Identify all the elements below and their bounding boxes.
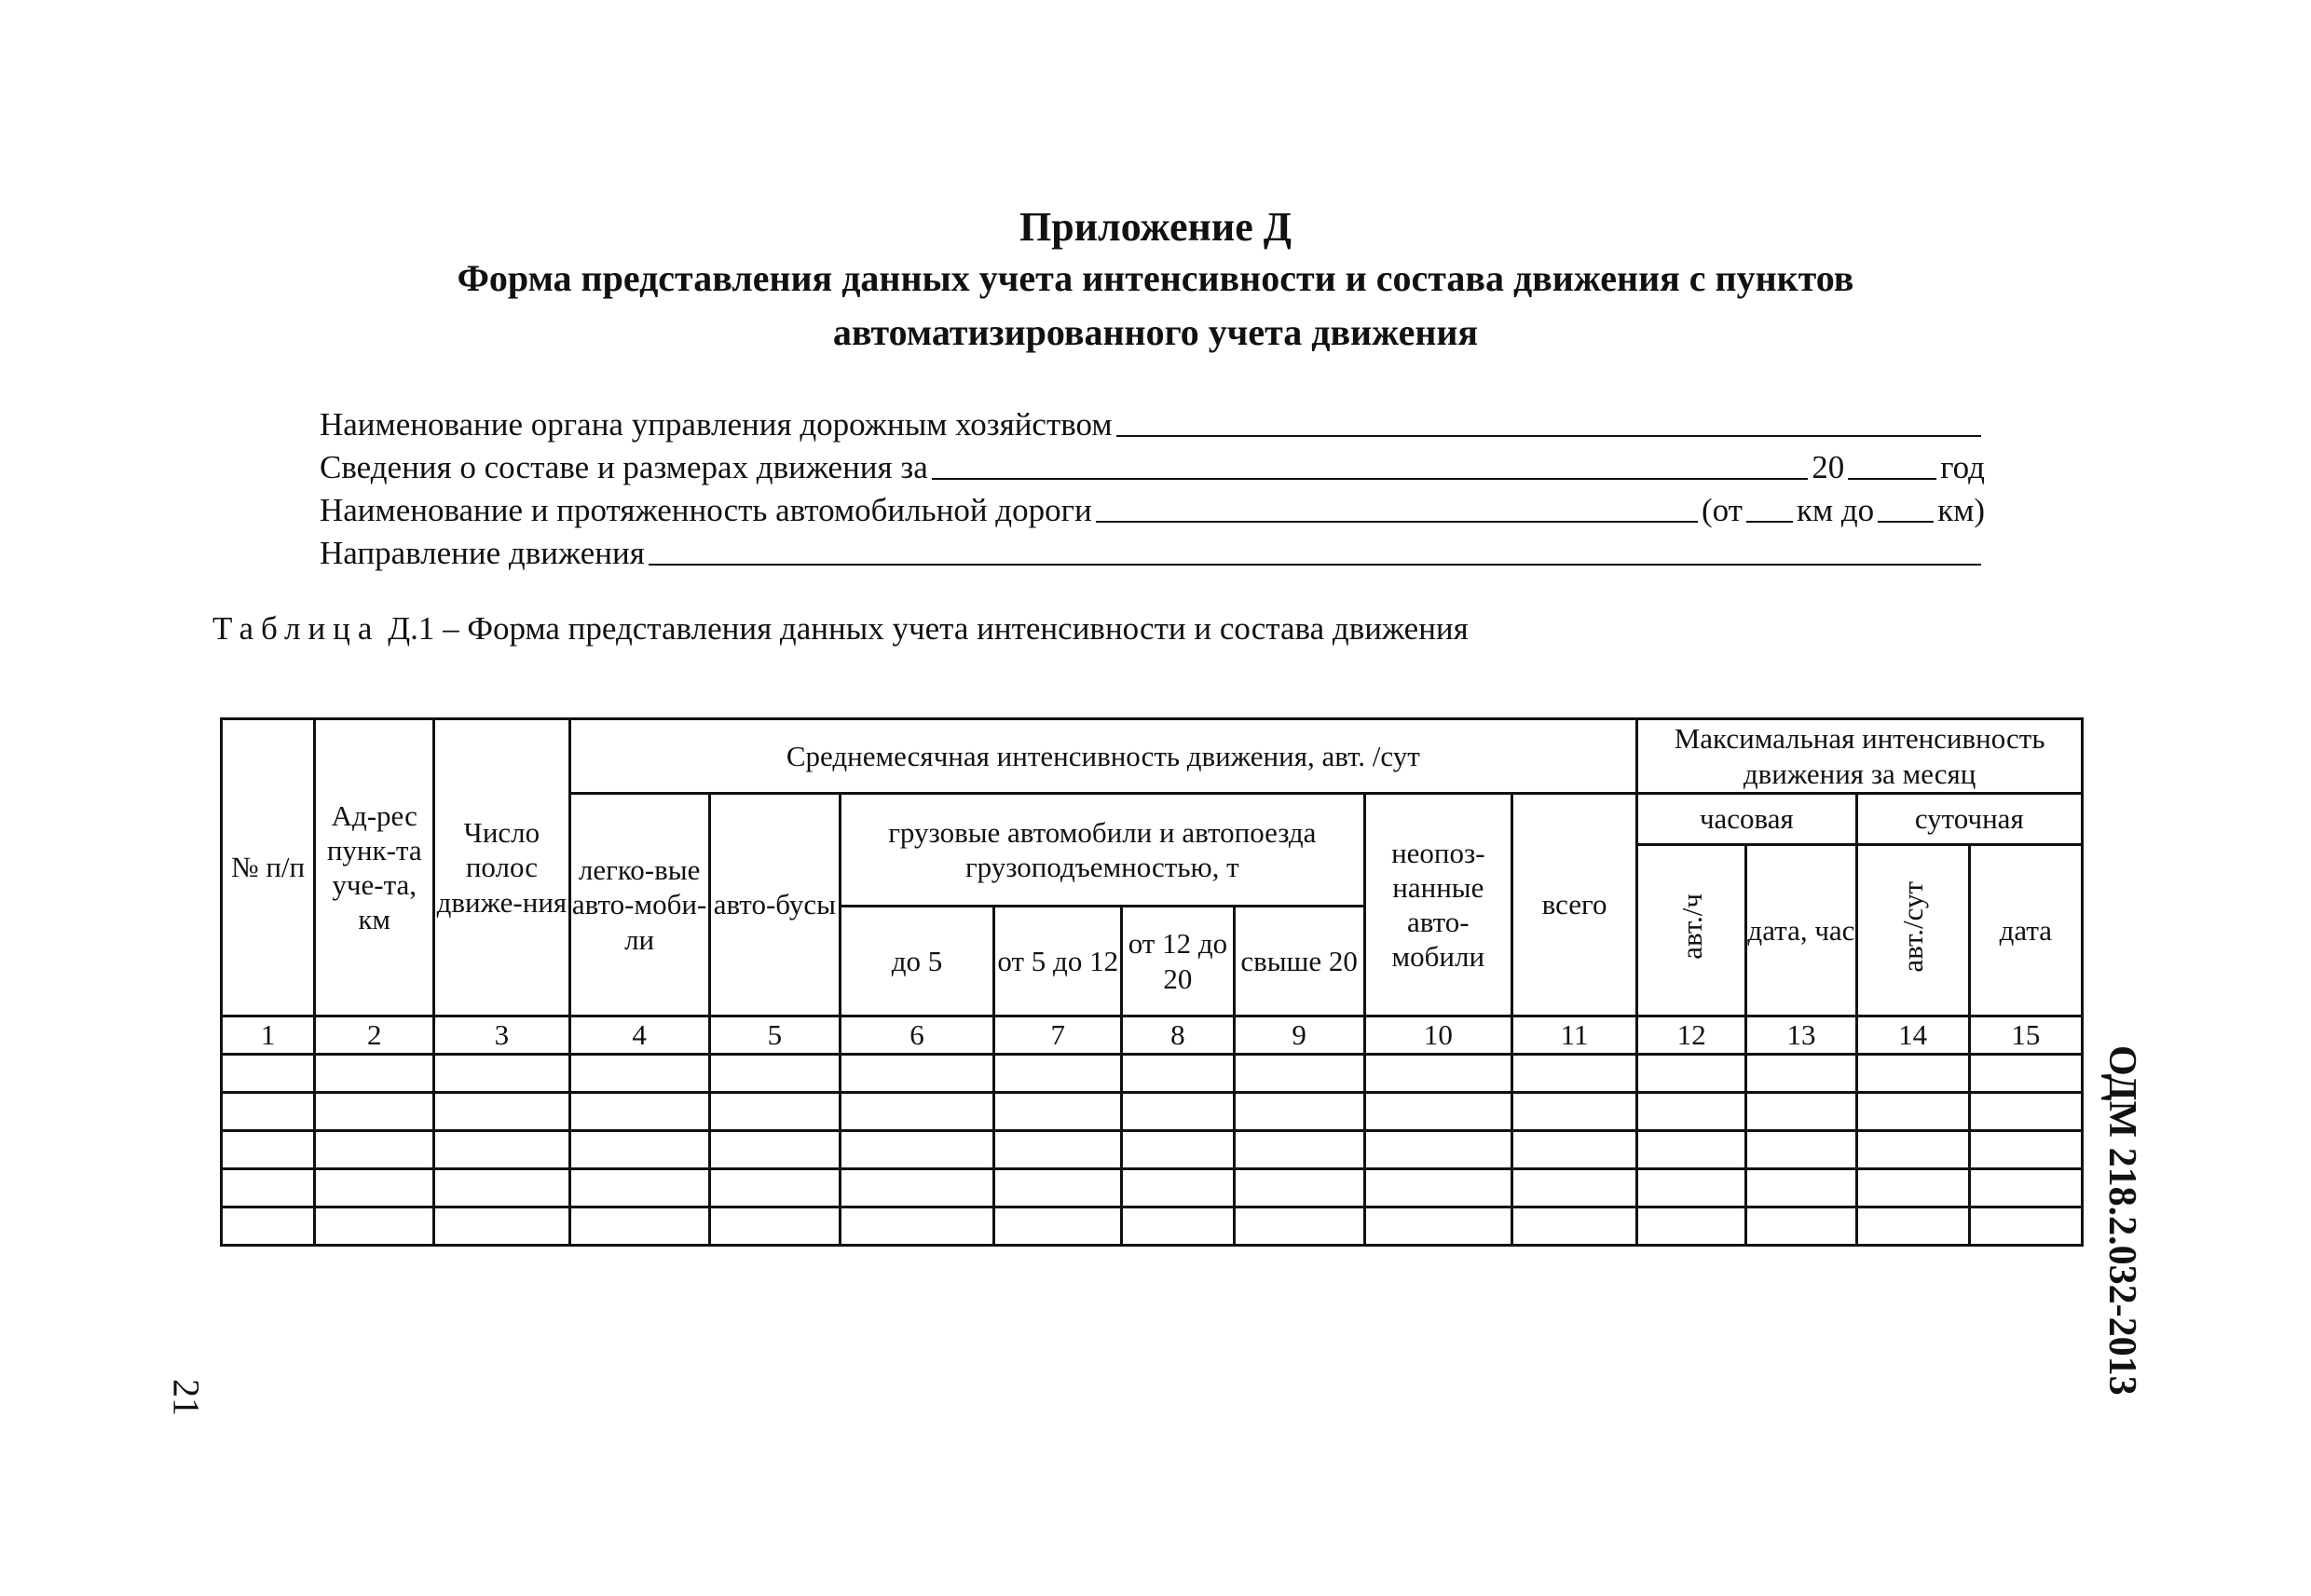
empty-cell[interactable] xyxy=(1234,1055,1364,1093)
header-lanes: Число полос движе-ния xyxy=(434,719,569,1016)
empty-cell[interactable] xyxy=(1364,1093,1511,1131)
empty-cell[interactable] xyxy=(434,1169,569,1207)
empty-cell[interactable] xyxy=(1637,1169,1746,1207)
empty-cell[interactable] xyxy=(315,1093,434,1131)
empty-cell[interactable] xyxy=(1364,1207,1511,1246)
empty-cell[interactable] xyxy=(222,1207,315,1246)
empty-cell[interactable] xyxy=(709,1093,840,1131)
header-avt-per-hour xyxy=(1637,845,1746,1016)
empty-cell[interactable] xyxy=(994,1169,1122,1207)
empty-cell[interactable] xyxy=(1746,1131,1856,1169)
empty-cell[interactable] xyxy=(709,1055,840,1093)
document-code-text: ОДМ 218.2.032-2013 xyxy=(2100,1045,2143,1396)
empty-cell[interactable] xyxy=(709,1169,840,1207)
empty-cell[interactable] xyxy=(569,1131,709,1169)
info-label: Сведения о составе и размерах движения за xyxy=(320,449,928,485)
empty-cell[interactable] xyxy=(1856,1093,1969,1131)
empty-cell[interactable] xyxy=(1364,1055,1511,1093)
empty-cell[interactable] xyxy=(840,1055,993,1093)
col-number: 11 xyxy=(1511,1016,1636,1055)
col-number: 15 xyxy=(1969,1016,2082,1055)
road-km-to-label: км до xyxy=(1796,492,1875,528)
empty-cell[interactable] xyxy=(709,1131,840,1169)
empty-cell[interactable] xyxy=(434,1207,569,1246)
empty-cell[interactable] xyxy=(434,1093,569,1131)
column-number-row xyxy=(222,1016,2083,1055)
empty-cell[interactable] xyxy=(1856,1055,1969,1093)
direction-label: Направление движения xyxy=(320,535,645,571)
col-number: 8 xyxy=(1122,1016,1234,1055)
page-number xyxy=(158,1370,214,1425)
empty-cell[interactable] xyxy=(840,1131,993,1169)
header-average-intensity: Среднемесячная интенсивность движения, авт. /сут xyxy=(569,719,1637,794)
empty-data-row xyxy=(222,1207,2083,1246)
header-avt-per-day xyxy=(1856,845,1969,1016)
empty-data-row xyxy=(222,1055,2083,1093)
empty-cell[interactable] xyxy=(1122,1207,1234,1246)
info-blank[interactable] xyxy=(932,450,1808,480)
info-year-suffix: год xyxy=(1940,449,1985,485)
table-caption xyxy=(212,610,1469,648)
empty-cell[interactable] xyxy=(994,1093,1122,1131)
header-date: дата xyxy=(1969,845,2082,1016)
empty-cell[interactable] xyxy=(569,1169,709,1207)
organ-blank[interactable] xyxy=(1116,407,1981,437)
empty-cell[interactable] xyxy=(1637,1207,1746,1246)
header-5-to-12: от 5 до 12 xyxy=(994,907,1122,1016)
empty-cell[interactable] xyxy=(1856,1169,1969,1207)
empty-cell[interactable] xyxy=(1856,1131,1969,1169)
empty-cell[interactable] xyxy=(222,1169,315,1207)
empty-cell[interactable] xyxy=(434,1055,569,1093)
empty-cell[interactable] xyxy=(840,1169,993,1207)
direction-blank[interactable] xyxy=(649,536,1981,566)
avt-per-hour-text: авт./ч xyxy=(1675,893,1708,960)
empty-cell[interactable] xyxy=(1637,1093,1746,1131)
page-number-text: 21 xyxy=(165,1379,208,1416)
empty-cell[interactable] xyxy=(569,1207,709,1246)
empty-cell[interactable] xyxy=(1969,1131,2082,1169)
document-code xyxy=(2080,1020,2164,1421)
empty-cell[interactable] xyxy=(1746,1169,1856,1207)
empty-cell[interactable] xyxy=(1364,1169,1511,1207)
empty-cell[interactable] xyxy=(1511,1169,1636,1207)
empty-cell[interactable] xyxy=(1856,1207,1969,1246)
empty-cell[interactable] xyxy=(1511,1055,1636,1093)
empty-cell[interactable] xyxy=(1746,1093,1856,1131)
road-from-label: (от xyxy=(1701,492,1743,528)
empty-cell[interactable] xyxy=(1511,1131,1636,1169)
col-number: 6 xyxy=(840,1016,993,1055)
empty-cell[interactable] xyxy=(222,1055,315,1093)
empty-cell[interactable] xyxy=(1122,1093,1234,1131)
empty-cell[interactable] xyxy=(1234,1131,1364,1169)
form-title-line2: автоматизированного учета движения xyxy=(832,311,1479,353)
km-from-blank[interactable] xyxy=(1746,493,1793,523)
header-12-to-20: от 12 до 20 xyxy=(1122,907,1234,1016)
empty-cell[interactable] xyxy=(1122,1169,1234,1207)
empty-cell[interactable] xyxy=(994,1207,1122,1246)
road-km-end-label: км) xyxy=(1937,492,1985,528)
empty-data-row xyxy=(222,1169,2083,1207)
road-blank[interactable] xyxy=(1096,493,1698,523)
direction-field[interactable] xyxy=(320,529,1985,572)
empty-cell[interactable] xyxy=(1234,1093,1364,1131)
info-year-prefix: 20 xyxy=(1812,449,1845,485)
header-hourly: часовая xyxy=(1637,794,1856,845)
info-field[interactable] xyxy=(320,443,1985,486)
header-up-to-5: до 5 xyxy=(840,907,993,1016)
col-number: 3 xyxy=(434,1016,569,1055)
col-number: 14 xyxy=(1856,1016,1969,1055)
header-unknown: неопоз-нанные авто-мобили xyxy=(1364,794,1511,1016)
empty-cell[interactable] xyxy=(1511,1207,1636,1246)
empty-cell[interactable] xyxy=(1122,1131,1234,1169)
col-number: 2 xyxy=(315,1016,434,1055)
col-number: 10 xyxy=(1364,1016,1511,1055)
col-number: 9 xyxy=(1234,1016,1364,1055)
empty-cell[interactable] xyxy=(709,1207,840,1246)
avt-per-day-text: авт./сут xyxy=(1896,880,1930,973)
header-max-intensity: Максимальная интенсивность движения за месяц xyxy=(1637,719,2083,794)
empty-cell[interactable] xyxy=(315,1131,434,1169)
appendix-heading: Приложение Д xyxy=(1019,204,1292,250)
empty-cell[interactable] xyxy=(1969,1169,2082,1207)
header-number: № п/п xyxy=(222,719,315,1016)
empty-cell[interactable] xyxy=(222,1131,315,1169)
caption-text: Д.1 – Форма представления данных учета интенсивности и состава движения xyxy=(379,610,1469,647)
empty-cell[interactable] xyxy=(1746,1207,1856,1246)
header-trucks: грузовые автомобили и автопоезда грузоподъемностью, т xyxy=(840,794,1364,907)
empty-cell[interactable] xyxy=(1511,1093,1636,1131)
col-number: 4 xyxy=(569,1016,709,1055)
empty-cell[interactable] xyxy=(840,1207,993,1246)
empty-data-row xyxy=(222,1131,2083,1169)
empty-cell[interactable] xyxy=(994,1055,1122,1093)
empty-cell[interactable] xyxy=(315,1169,434,1207)
empty-cell[interactable] xyxy=(1637,1131,1746,1169)
empty-cell[interactable] xyxy=(1969,1093,2082,1131)
col-number: 5 xyxy=(709,1016,840,1055)
form-title-line1: Форма представления данных учета интенсивности и состава движения с пунктов xyxy=(457,257,1854,299)
empty-cell[interactable] xyxy=(569,1093,709,1131)
empty-cell[interactable] xyxy=(434,1131,569,1169)
header-over-20: свыше 20 xyxy=(1234,907,1364,1016)
road-field[interactable] xyxy=(320,486,1985,529)
empty-cell[interactable] xyxy=(1969,1207,2082,1246)
empty-cell[interactable] xyxy=(1746,1055,1856,1093)
empty-data-row xyxy=(222,1093,2083,1131)
road-label: Наименование и протяженность автомобильной дороги xyxy=(320,492,1092,528)
organ-field[interactable] xyxy=(320,401,1985,443)
header-buses: авто-бусы xyxy=(709,794,840,1016)
empty-cell[interactable] xyxy=(1234,1169,1364,1207)
empty-cell[interactable] xyxy=(315,1207,434,1246)
empty-cell[interactable] xyxy=(222,1093,315,1131)
empty-cell[interactable] xyxy=(1969,1055,2082,1093)
header-address: Ад-рес пунк-та уче-та, км xyxy=(315,719,434,1016)
data-table xyxy=(220,717,2084,1247)
header-cars: легко-вые авто-моби-ли xyxy=(569,794,709,1016)
year-blank[interactable] xyxy=(1848,450,1936,480)
km-to-blank[interactable] xyxy=(1878,493,1934,523)
col-number: 1 xyxy=(222,1016,315,1055)
empty-cell[interactable] xyxy=(1364,1131,1511,1169)
caption-word: Таблица xyxy=(212,610,380,647)
empty-cell[interactable] xyxy=(994,1131,1122,1169)
header-total: всего xyxy=(1511,794,1636,1016)
empty-cell[interactable] xyxy=(1637,1055,1746,1093)
empty-cell[interactable] xyxy=(840,1093,993,1131)
col-number: 7 xyxy=(994,1016,1122,1055)
empty-cell[interactable] xyxy=(569,1055,709,1093)
header-date-hour: дата, час xyxy=(1746,845,1856,1016)
col-number: 12 xyxy=(1637,1016,1746,1055)
empty-cell[interactable] xyxy=(315,1055,434,1093)
col-number: 13 xyxy=(1746,1016,1856,1055)
empty-cell[interactable] xyxy=(1122,1055,1234,1093)
empty-cell[interactable] xyxy=(1234,1207,1364,1246)
header-daily: суточная xyxy=(1856,794,2082,845)
organ-label: Наименование органа управления дорожным хозяйством xyxy=(320,406,1113,443)
